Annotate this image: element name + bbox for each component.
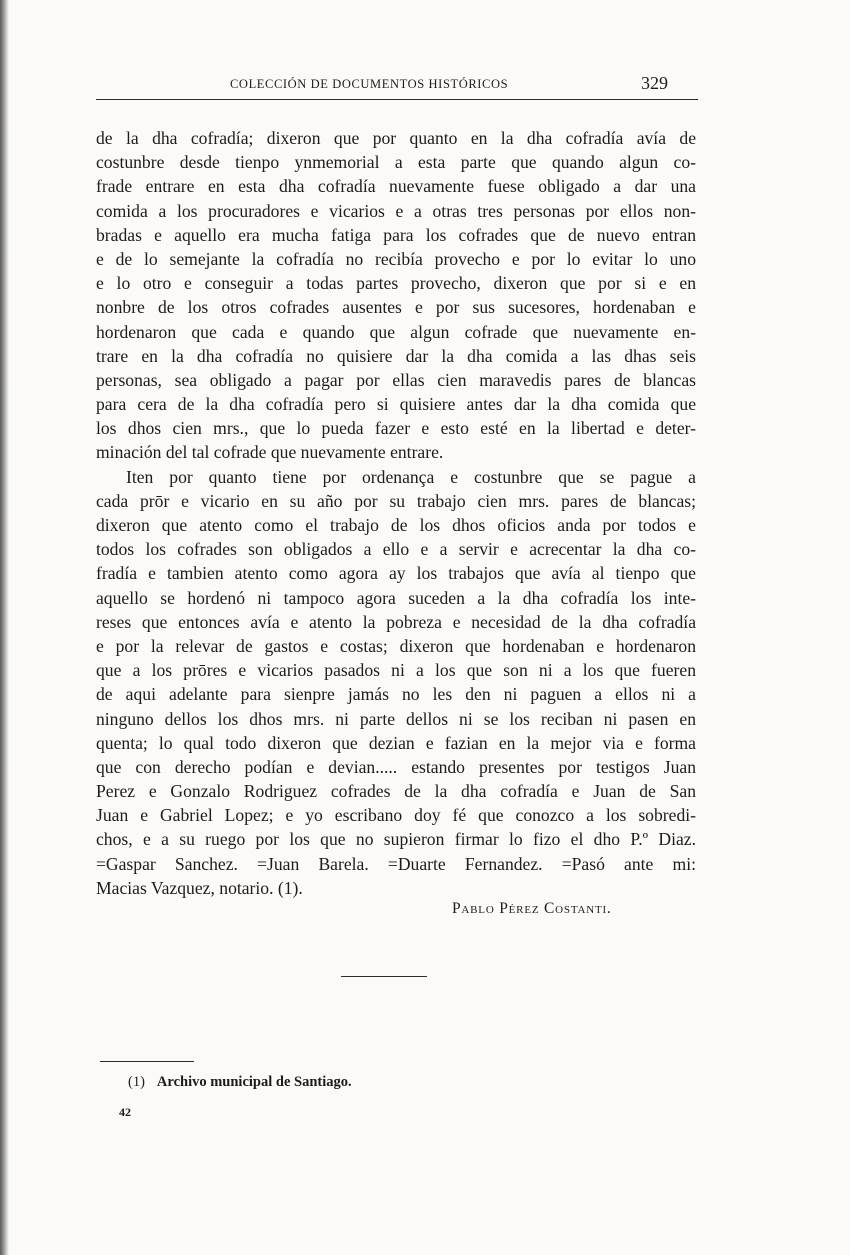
footnote-mark: (1) [128, 1074, 145, 1090]
text-line: e por la relevar de gastos e costas; dixeron que hordenaban e hordenaron [96, 635, 696, 656]
text-line: todos los cofrades son obligados a ello e a servir e acrecentar la dha co- [96, 539, 696, 560]
text-line: personas, sea obligado a pagar por ellas cien maravedis pares de blancas [96, 369, 696, 390]
page-header [96, 73, 698, 100]
text-line: e lo otro e conseguir a todas partes provecho, dixeron que por si e en [96, 273, 696, 294]
text-line: para cera de la dha cofradía pero si quisiere antes dar la dha comida que [96, 394, 696, 415]
text-line: que con derecho podían e devian..... estando presentes por testigos Juan [96, 756, 696, 777]
text-line: chos, e a su ruego por los que no supieron firmar lo fizo el dho P.º Diaz. [96, 829, 696, 850]
text-line: fradía e tambien atento como agora ay los trabajos que avía al tienpo que [96, 563, 696, 584]
end-divider [341, 976, 427, 977]
author-signature: Pablo Pérez Costanti. [452, 900, 612, 917]
text-line: ninguno dellos los dhos mrs. ni parte dellos ni se los reciban ni pasen en [96, 708, 696, 729]
text-line: costunbre desde tienpo ynmemorial a esta parte que quando algun co- [96, 152, 696, 173]
text-line: Iten por quanto tiene por ordenança e costunbre que se pague a [126, 466, 696, 487]
text-line: dixeron que atento como el trabajo de los dhos oficios anda por todos e [96, 515, 696, 535]
text-line: cada prōr e vicario en su año por su trabajo cien mrs. pares de blancas; [96, 490, 696, 511]
text-line: quenta; lo qual todo dixeron que dezian e fazian en la mejor via e forma [96, 732, 696, 753]
text-line: =Gaspar Sanchez. =Juan Barela. =Duarte Fernandez. =Pasó ante mi: [96, 853, 696, 874]
text-line: e de lo semejante la cofradía no recibía provecho e por lo evitar lo uno [96, 248, 696, 269]
text-line: aquello se hordenó ni tampoco agora suceden a la dha cofradía los inte- [96, 587, 696, 608]
text-line: reses que entonces avía e atento la pobreza e necesidad de la dha cofradía [96, 611, 696, 632]
footnote [128, 1074, 352, 1091]
footnote-text: Archivo municipal de Santiago. [156, 1074, 352, 1090]
body-text [96, 126, 696, 900]
text-line: Juan e Gabriel Lopez; e yo escribano doy fé que conozco a los sobredi- [96, 805, 696, 826]
page-number: 329 [641, 73, 668, 93]
text-line: minación del tal cofrade que nuevamente entrare. [96, 442, 444, 463]
text-line: comida a los procuradores e vicarios e a otras tres personas por ellos non- [96, 200, 696, 221]
text-line: trare en la dha cofradía no quisiere dar la dha comida a las dhas seis [96, 345, 696, 366]
text-line: frade entrare en esta dha cofradía nuevamente fuese obligado a dar una [96, 176, 696, 197]
text-line: bradas e aquello era mucha fatiga para los cofrades que de nuevo entran [96, 224, 696, 245]
text-line: que a los prōres e vicarios pasados ni a los que son ni a los que fueren [96, 660, 696, 681]
text-line: Macias Vazquez, notario. (1). [96, 877, 303, 898]
text-line: de la dha cofradía; dixeron que por quanto en la dha cofradía avía de [96, 128, 696, 148]
text-line: hordenaron que cada e quando que algun cofrade que nuevamente en- [96, 321, 696, 342]
text-line: los dhos cien mrs., que lo pueda fazer e esto esté en la libertad e deter- [96, 418, 696, 439]
text-line: Perez e Gonzalo Rodriguez cofrades de la dha cofradía e Juan de San [96, 781, 696, 802]
text-line: nonbre de los otros cofrades ausentes e por sus sucesores, hordenaban e [96, 297, 696, 318]
binding-edge [0, 0, 9, 1255]
footnote-divider [100, 1061, 194, 1062]
text-line: de aqui adelante para sienpre jamás no les den ni paguen a ellos ni a [96, 684, 696, 705]
running-title: COLECCIÓN DE DOCUMENTOS HISTÓRICOS [230, 77, 509, 91]
printer-signature-mark: 42 [119, 1105, 131, 1119]
